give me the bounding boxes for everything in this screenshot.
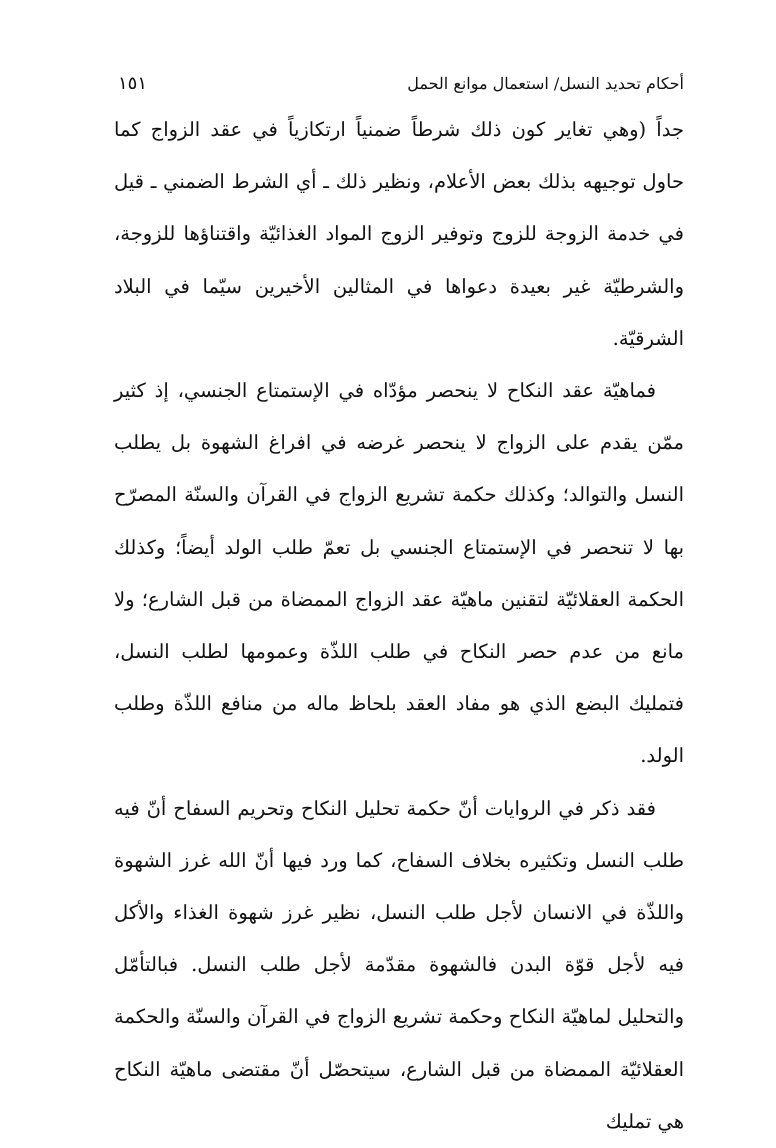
paragraph-2: فماهيّة عقد النكاح لا ينحصر مؤدّاه في الإستمتاع الجنسي، إذ كثير ممّن يقدم على الزواج لا ينحصر غرضه في افراغ الشهوة بل يطلب النسل والتوالد؛ وكذلك حكمة تشريع الزواج في القرآن والسنّة المصرّح بها لا تنحصر في الإستمتاع الجنسي بل تعمّ طلب الولد أيضاً؛ وكذلك الحكمة العقلائيّة لتقنين ماهيّة عقد الزواج الممضاة من قبل الشارع؛ ولا مانع من عدم حصر النكاح في طلب اللذّة وعمومها لطلب النسل، فتمليك البضع الذي هو مفاد العقد بلحاظ ماله من منافع اللذّة وطلب الولد. [114,379,684,768]
running-header [118,68,684,98]
paragraph-1: جداً (وهي تغاير كون ذلك شرطاً ضمنياً ارتكازياً في عقد الزواج كما حاول توجيهه بذلك بعض الأعلام، ونظير ذلك ـ أي الشرط الضمني ـ قيل في خدمة الزوجة للزوج وتوفير الزوج المواد الغذائيّة واقتناؤها للزوجة، والشرطيّة غير بعيدة دعواها في المثالين الأخيرين سيّما في البلاد الشرقيّة. [114,118,684,350]
body-text [114,104,684,1148]
paragraph-3: فقد ذكر في الروايات أنّ حكمة تحليل النكاح وتحريم السفاح أنّ فيه طلب النسل وتكثيره بخلاف السفاح، كما ورد فيها أنّ الله غرز الشهوة واللذّة في الانسان لأجل طلب النسل، نظير غرز شهوة الغذاء والأكل فيه لأجل قوّة البدن فالشهوة مقدّمة لأجل طلب النسل. فبالتأمّل والتحليل لماهيّة النكاح وحكمة تشريع الزواج في القرآن والسنّة والحكمة العقلائيّة الممضاة من قبل الشارع، سيتحصّل أنّ مقتضى ماهيّة النكاح هي تمليك [114,796,684,1133]
running-title: أحكام تحديد النسل/ استعمال موانع الحمل [407,73,684,93]
page-number: ١٥١ [118,72,148,94]
